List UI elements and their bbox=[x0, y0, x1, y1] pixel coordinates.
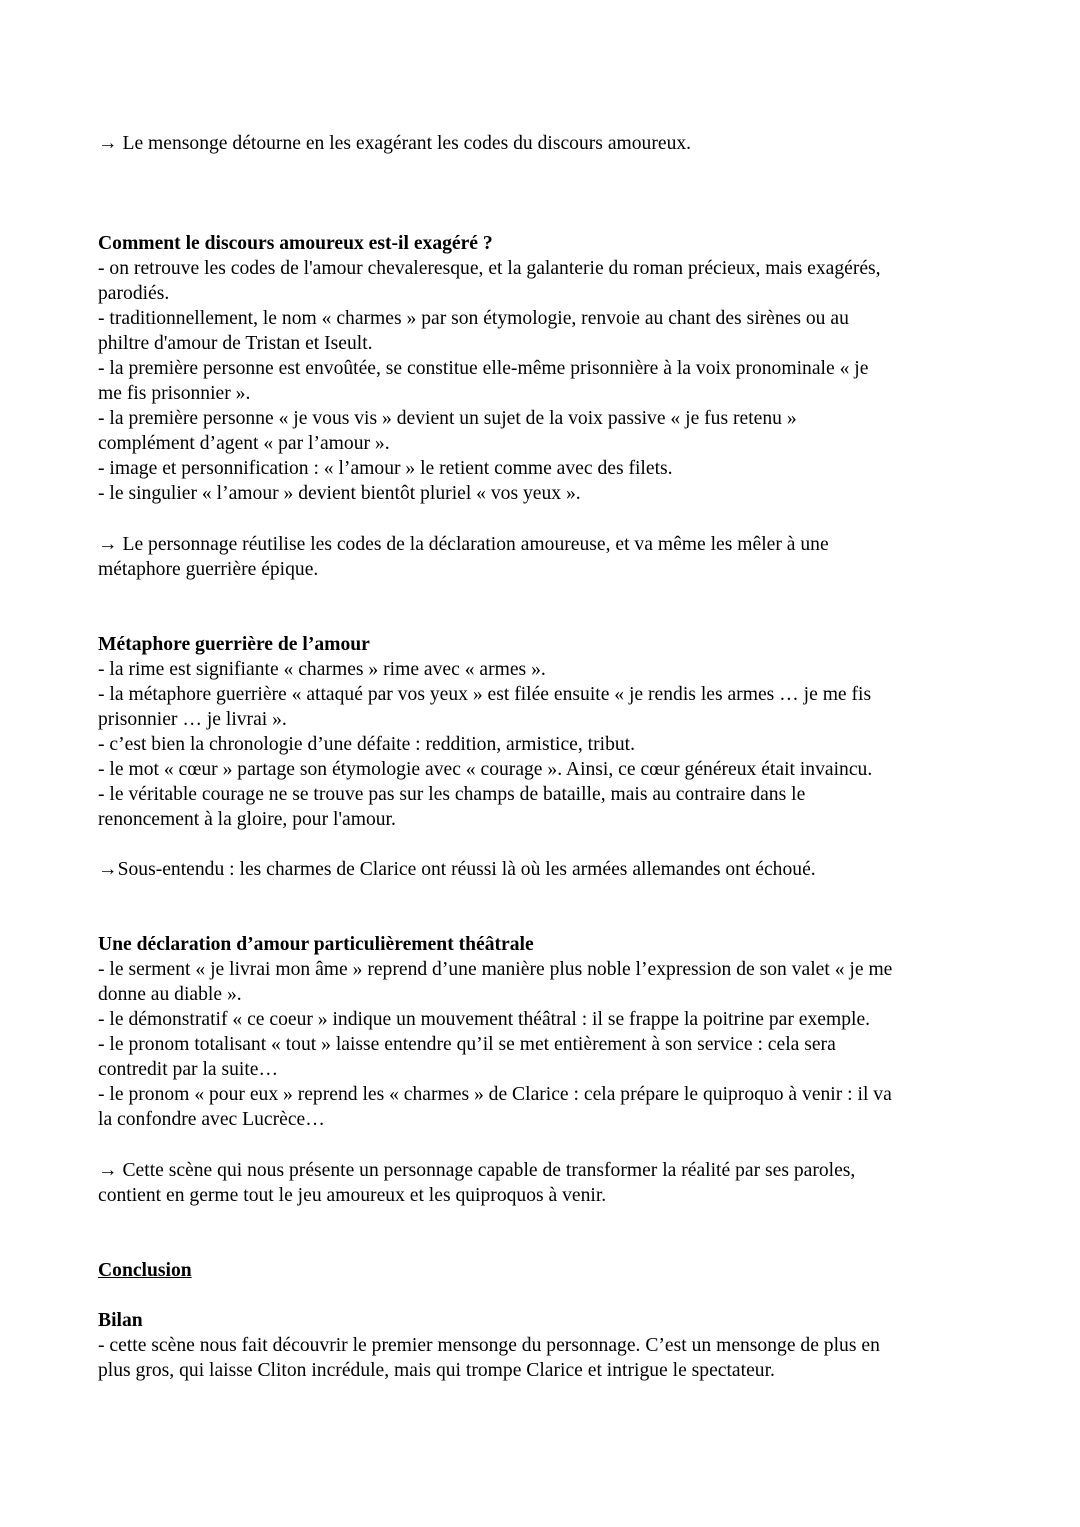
bilan-line: - cette scène nous fait découvrir le premier mensonge du personnage. C’est un mensonge de plus en bbox=[98, 1335, 880, 1356]
section2-line: - c’est bien la chronologie d’une défaite : reddition, armistice, tribut. bbox=[98, 734, 636, 755]
section2-line: renoncement à la gloire, pour l'amour. bbox=[98, 809, 396, 830]
section3-line: - le pronom totalisant « tout » laisse entendre qu’il se met entièrement à son service : cela sera bbox=[98, 1034, 836, 1055]
section1-line: - image et personnification : « l’amour » le retient comme avec des filets. bbox=[98, 458, 673, 479]
section3-line: - le serment « je livrai mon âme » reprend d’une manière plus noble l’expression de son valet « je me bbox=[98, 959, 893, 980]
section1-heading: Comment le discours amoureux est-il exagéré ? bbox=[98, 233, 493, 254]
section2-line: - la rime est signifiante « charmes » rime avec « armes ». bbox=[98, 659, 546, 680]
section1-conclusion: → Le personnage réutilise les codes de la déclaration amoureuse, et va même les mêler à une bbox=[98, 534, 829, 555]
section3-line: - le démonstratif « ce coeur » indique un mouvement théâtral : il se frappe la poitrine par exemple. bbox=[98, 1009, 871, 1030]
section3-conclusion: → Cette scène qui nous présente un personnage capable de transformer la réalité par ses paroles, bbox=[98, 1160, 856, 1181]
section2-line: - la métaphore guerrière « attaqué par vos yeux » est filée ensuite « je rendis les armes … je me fis bbox=[98, 684, 872, 705]
section3-line: contredit par la suite… bbox=[98, 1059, 279, 1080]
section1-line: parodiés. bbox=[98, 283, 170, 304]
section3-line: donne au diable ». bbox=[98, 984, 242, 1005]
section1-line: - la première personne est envoûtée, se constitue elle-même prisonnière à la voix pronominale « je bbox=[98, 358, 869, 379]
bilan-heading: Bilan bbox=[98, 1310, 143, 1331]
intro-conclusion: → Le mensonge détourne en les exagérant les codes du discours amoureux. bbox=[98, 133, 692, 154]
section1-line: - le singulier « l’amour » devient bientôt pluriel « vos yeux ». bbox=[98, 483, 581, 504]
section2-line: - le véritable courage ne se trouve pas sur les champs de bataille, mais au contraire dans le bbox=[98, 784, 806, 805]
section1-line: philtre d'amour de Tristan et Iseult. bbox=[98, 333, 373, 354]
section2-line: prisonnier … je livrai ». bbox=[98, 709, 287, 730]
section1-line: - on retrouve les codes de l'amour chevaleresque, et la galanterie du roman précieux, mais exagérés, bbox=[98, 258, 881, 279]
section3-heading: Une déclaration d’amour particulièrement théâtrale bbox=[98, 934, 534, 955]
section1-line: complément d’agent « par l’amour ». bbox=[98, 433, 390, 454]
section2-conclusion: →Sous-entendu : les charmes de Clarice ont réussi là où les armées allemandes ont échoué. bbox=[98, 859, 816, 880]
section1-line: - traditionnellement, le nom « charmes » par son étymologie, renvoie au chant des sirènes ou au bbox=[98, 308, 849, 329]
section3-conclusion: contient en germe tout le jeu amoureux et les quiproquos à venir. bbox=[98, 1185, 607, 1206]
section3-line: la confondre avec Lucrèce… bbox=[98, 1109, 325, 1130]
section1-conclusion: métaphore guerrière épique. bbox=[98, 559, 319, 580]
section3-line: - le pronom « pour eux » reprend les « charmes » de Clarice : cela prépare le quiproquo à venir : il va bbox=[98, 1084, 892, 1105]
conclusion-title: Conclusion bbox=[98, 1260, 192, 1281]
section1-line: - la première personne « je vous vis » devient un sujet de la voix passive « je fus retenu » bbox=[98, 408, 797, 429]
section2-line: - le mot « cœur » partage son étymologie avec « courage ». Ainsi, ce cœur généreux était invaincu. bbox=[98, 759, 873, 780]
section1-line: me fis prisonnier ». bbox=[98, 383, 251, 404]
section2-heading: Métaphore guerrière de l’amour bbox=[98, 634, 370, 655]
bilan-line: plus gros, qui laisse Cliton incrédule, mais qui trompe Clarice et intrigue le spectateur. bbox=[98, 1360, 775, 1381]
